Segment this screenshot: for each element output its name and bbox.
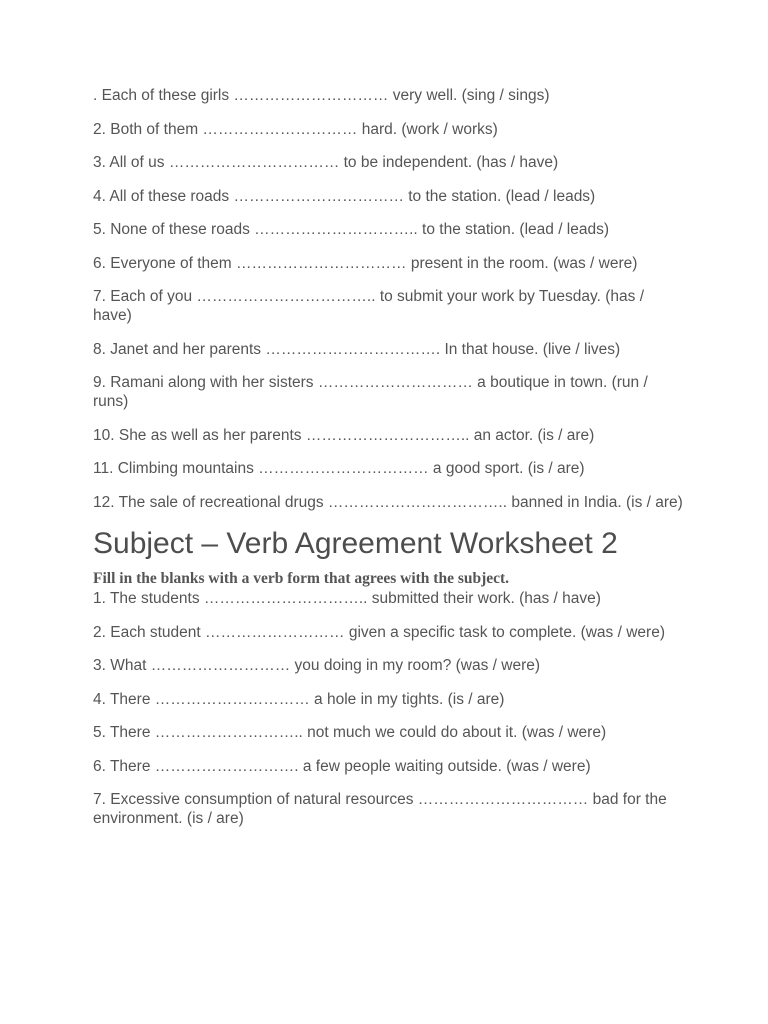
worksheet-2-instruction: Fill in the blanks with a verb form that agrees with the subject.: [93, 570, 510, 587]
question-item: 2. Each student ……………………… given a specific task to complete. (was / were): [93, 623, 665, 641]
question-item: 11. Climbing mountains …………………………… a good sport. (is / are): [93, 460, 585, 477]
question-item: 1. The students ………………………….. submitted their work. (has / have): [93, 590, 601, 607]
question-item: 7. Excessive consumption of natural resources …………………………… bad for the environment. (is / are): [93, 791, 667, 827]
question-item: 6. Everyone of them …………………………… present in the room. (was / were): [93, 254, 638, 272]
question-item: 7. Each of you …………………………….. to submit your work by Tuesday. (has / have): [93, 288, 644, 324]
question-item: 3. All of us …………………………… to be independent. (has / have): [93, 154, 559, 171]
worksheet-2-questions: [93, 589, 683, 828]
worksheet-2-title: Subject – Verb Agreement Worksheet 2: [93, 527, 618, 560]
question-item: 12. The sale of recreational drugs …………………………….. banned in India. (is / are): [93, 493, 683, 511]
question-item: 9. Ramani along with her sisters ………………………… a boutique in town. (run / runs): [93, 374, 648, 410]
question-item: 6. There ………………………. a few people waiting outside. (was / were): [93, 757, 591, 775]
worksheet-page: [93, 86, 683, 843]
question-item: 5. There ……………………….. not much we could do about it. (was / were): [93, 724, 607, 741]
question-item: 8. Janet and her parents ……………………………. In that house. (live / lives): [93, 340, 621, 358]
question-item: 5. None of these roads ………………………….. to the station. (lead / leads): [93, 221, 610, 238]
question-item: 4. All of these roads …………………………… to the station. (lead / leads): [93, 187, 596, 205]
question-item: 2. Both of them ………………………… hard. (work / works): [93, 120, 498, 138]
question-item: 10. She as well as her parents ………………………….. an actor. (is / are): [93, 426, 595, 444]
question-item: 4. There ………………………… a hole in my tights. (is / are): [93, 690, 505, 708]
question-item: 3. What ……………………… you doing in my room? (was / were): [93, 657, 541, 674]
question-item: . Each of these girls ………………………… very well. (sing / sings): [93, 87, 550, 104]
worksheet-1-questions: [93, 86, 683, 512]
